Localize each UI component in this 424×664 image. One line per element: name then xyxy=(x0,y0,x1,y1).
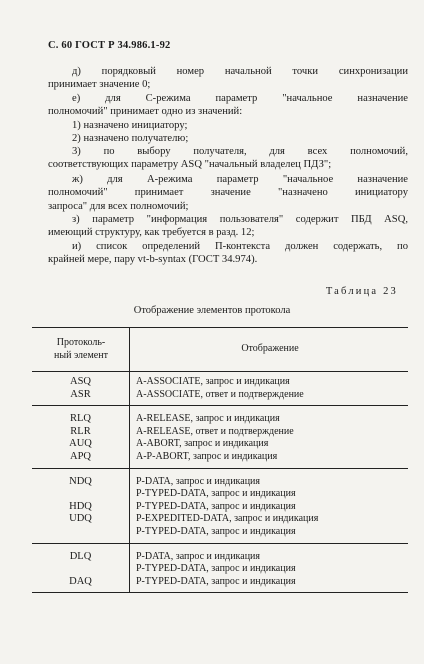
text-line: з) параметр "информация пользователя" содержит ПБД ASQ, xyxy=(72,214,408,225)
text-line: полномочий" принимает одно из значений: xyxy=(48,106,243,118)
table-rule xyxy=(32,327,408,328)
text-line: ж) для А-режима параметр "начальное назначение xyxy=(72,174,408,185)
paragraph xyxy=(48,213,408,240)
protocol-element-code: DLQ xyxy=(69,550,92,562)
text-line: принимает значение 0; xyxy=(48,79,151,91)
column-header-protocol-element: Протоколь- ный элемент xyxy=(54,337,108,361)
table-title: Отображение элементов протокола xyxy=(133,305,291,316)
text-line: и) список определений П-контекста должен содержать, по xyxy=(72,241,408,252)
text-line: запроса" для всех полномочий; xyxy=(48,200,189,212)
text-line: полномочий" принимает значение "назначено инициатору xyxy=(48,187,408,199)
paragraph xyxy=(48,119,408,132)
column-header-mapping: Отображение xyxy=(241,343,299,354)
mapping-description: P-TYPED-DATA, запрос и индикация xyxy=(136,500,296,512)
text-line: 3) по выбору получателя, для всех полномочий, xyxy=(72,146,408,157)
mapping-description: P-DATA, запрос и индикация xyxy=(136,475,260,487)
mapping-description: P-EXPEDITED-DATA, запрос и индикация xyxy=(136,513,319,525)
protocol-element-code: UDQ xyxy=(69,513,92,525)
mapping-description: A-ASSOCIATE, запрос и индикация xyxy=(136,376,290,387)
mapping-description: P-TYPED-DATA, запрос и индикация xyxy=(136,563,296,575)
paragraph xyxy=(48,145,408,172)
mapping-description: A-ASSOCIATE, ответ и подтверждение xyxy=(136,388,304,400)
mapping-description: P-TYPED-DATA, запрос и индикация xyxy=(136,526,296,537)
paragraph xyxy=(48,92,408,119)
mapping-description: A-P-ABORT, запрос и индикация xyxy=(136,451,278,462)
protocol-element-code: RLR xyxy=(70,425,91,437)
mapping-description: P-DATA, запрос и индикация xyxy=(136,550,260,562)
text-line: д) порядковый номер начальной точки синхронизации xyxy=(72,66,408,77)
text-line: крайней мере, пару vt-b-syntax (ГОСТ 34.974). xyxy=(48,254,258,266)
column-divider xyxy=(129,327,130,592)
protocol-element-code: RLQ xyxy=(70,413,91,425)
mapping-description: P-TYPED-DATA, запрос и индикация xyxy=(136,575,296,587)
table-rule xyxy=(32,371,408,372)
page-header: С. 60 ГОСТ Р 34.986.1-92 xyxy=(48,40,171,51)
paragraph xyxy=(48,132,408,145)
text-line: 1) назначено инициатору; xyxy=(72,120,188,131)
mapping-description: P-TYPED-DATA, запрос и индикация xyxy=(136,488,296,500)
text-line: имеющий структуру, как требуется в разд. 12; xyxy=(48,227,255,239)
protocol-element-code: ASR xyxy=(70,388,91,400)
protocol-element-code: AUQ xyxy=(69,438,92,450)
text-line: е) для С-режима параметр "начальное назначение xyxy=(72,93,408,104)
protocol-element-code: DAQ xyxy=(69,575,92,587)
table-rule xyxy=(32,592,408,593)
protocol-element-code: ASQ xyxy=(69,376,91,387)
protocol-element-code: APQ xyxy=(69,451,91,462)
table-rule xyxy=(32,468,408,469)
protocol-element-code: HDQ xyxy=(69,500,92,512)
paragraph xyxy=(48,173,408,213)
table-rule xyxy=(32,405,408,406)
mapping-description: A-ABORT, запрос и индикация xyxy=(136,438,269,450)
protocol-element-code: NDQ xyxy=(69,475,92,487)
mapping-description: A-RELEASE, ответ и подтверждение xyxy=(136,425,294,437)
table-number: Таблица 23 xyxy=(325,286,398,297)
paragraph xyxy=(48,240,408,267)
text-line: соответствующих параметру ASQ "начальный владелец ПДЗ"; xyxy=(48,159,332,171)
mapping-description: A-RELEASE, запрос и индикация xyxy=(136,413,280,425)
paragraph xyxy=(48,65,408,92)
table-rule xyxy=(32,543,408,544)
text-line: 2) назначено получателю; xyxy=(72,133,189,144)
